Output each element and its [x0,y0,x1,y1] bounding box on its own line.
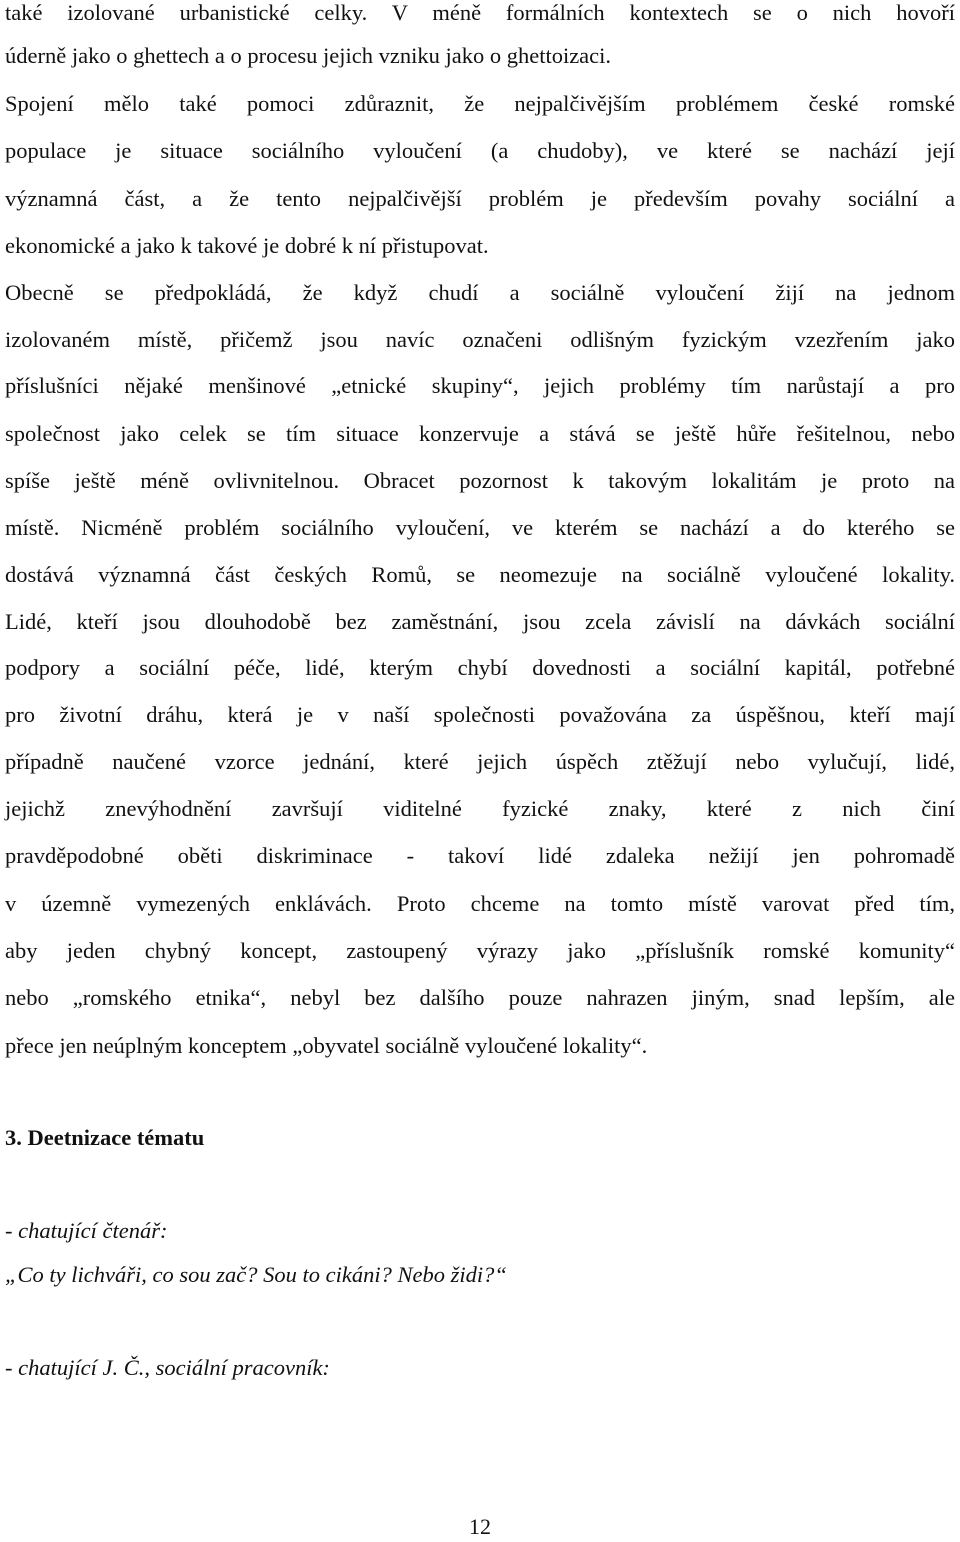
paragraph-line: případně naučené vzorce jednání, které jejich úspěch ztěžují nebo vylučují, lidé, [5,749,955,774]
section-heading: 3. Deetnizace tématu [5,1125,205,1150]
paragraph-line: aby jeden chybný koncept, zastoupený výrazy jako „příslušník romské komunity“ [5,938,955,963]
paragraph-line: spíše ještě méně ovlivnitelnou. Obracet pozornost k takovým lokalitám je proto na [5,468,955,493]
paragraph-line: pravděpodobné oběti diskriminace - takoví lidé zdaleka nežijí jen pohromadě [5,843,955,868]
paragraph-line: pro životní dráhu, která je v naší společnosti považována za úspěšnou, kteří mají [5,702,955,727]
chat-speaker: - chatující čtenář: [5,1218,168,1243]
page-number: 12 [469,1514,491,1539]
paragraph-line: nebo „romského etnika“, nebyl bez dalšího pouze nahrazen jiným, snad lepším, ale [5,985,955,1010]
chat-quote: „Co ty lichváři, co sou zač? Sou to cikáni? Nebo židi?“ [5,1262,507,1287]
paragraph-line: Spojení mělo také pomoci zdůraznit, že nejpalčivějším problémem české romské [5,91,955,116]
paragraph-line: ekonomické a jako k takové je dobré k ní přistupovat. [5,233,489,258]
paragraph-line: místě. Nicméně problém sociálního vyloučení, ve kterém se nachází a do kterého se [5,515,955,540]
paragraph-line: společnost jako celek se tím situace konzervuje a stává se ještě hůře řešitelnou, nebo [5,421,955,446]
paragraph-line: příslušníci nějaké menšinové „etnické skupiny“, jejich problémy tím narůstají a pro [5,373,955,398]
paragraph-line: přece jen neúplným konceptem „obyvatel sociálně vyloučené lokality“. [5,1033,648,1058]
paragraph-line: jejichž znevýhodnění završují viditelné fyzické znaky, které z nich činí [5,796,955,821]
paragraph-line: úderně jako o ghettech a o procesu jejich vzniku jako o ghettoizaci. [5,43,612,68]
paragraph-line: dostává významná část českých Romů, se neomezuje na sociálně vyloučené lokality. [5,562,955,587]
paragraph-line: Lidé, kteří jsou dlouhodobě bez zaměstnání, jsou zcela závislí na dávkách sociální [5,609,955,634]
paragraph-line: také izolované urbanistické celky. V méně formálních kontextech se o nich hovoří [5,0,955,25]
paragraph-line: v územně vymezených enklávách. Proto chceme na tomto místě varovat před tím, [5,891,955,916]
paragraph-line: populace je situace sociálního vyloučení (a chudoby), ve které se nachází její [5,138,955,163]
paragraph-line: podpory a sociální péče, lidé, kterým chybí dovednosti a sociální kapitál, potřebné [5,655,955,680]
paragraph-line: významná část, a že tento nejpalčivější problém je především povahy sociální a [5,186,955,211]
chat-speaker: - chatující J. Č., sociální pracovník: [5,1355,330,1380]
paragraph-line: Obecně se předpokládá, že když chudí a sociálně vyloučení žijí na jednom [5,280,955,305]
paragraph-line: izolovaném místě, přičemž jsou navíc označeni odlišným fyzickým vzezřením jako [5,327,955,352]
